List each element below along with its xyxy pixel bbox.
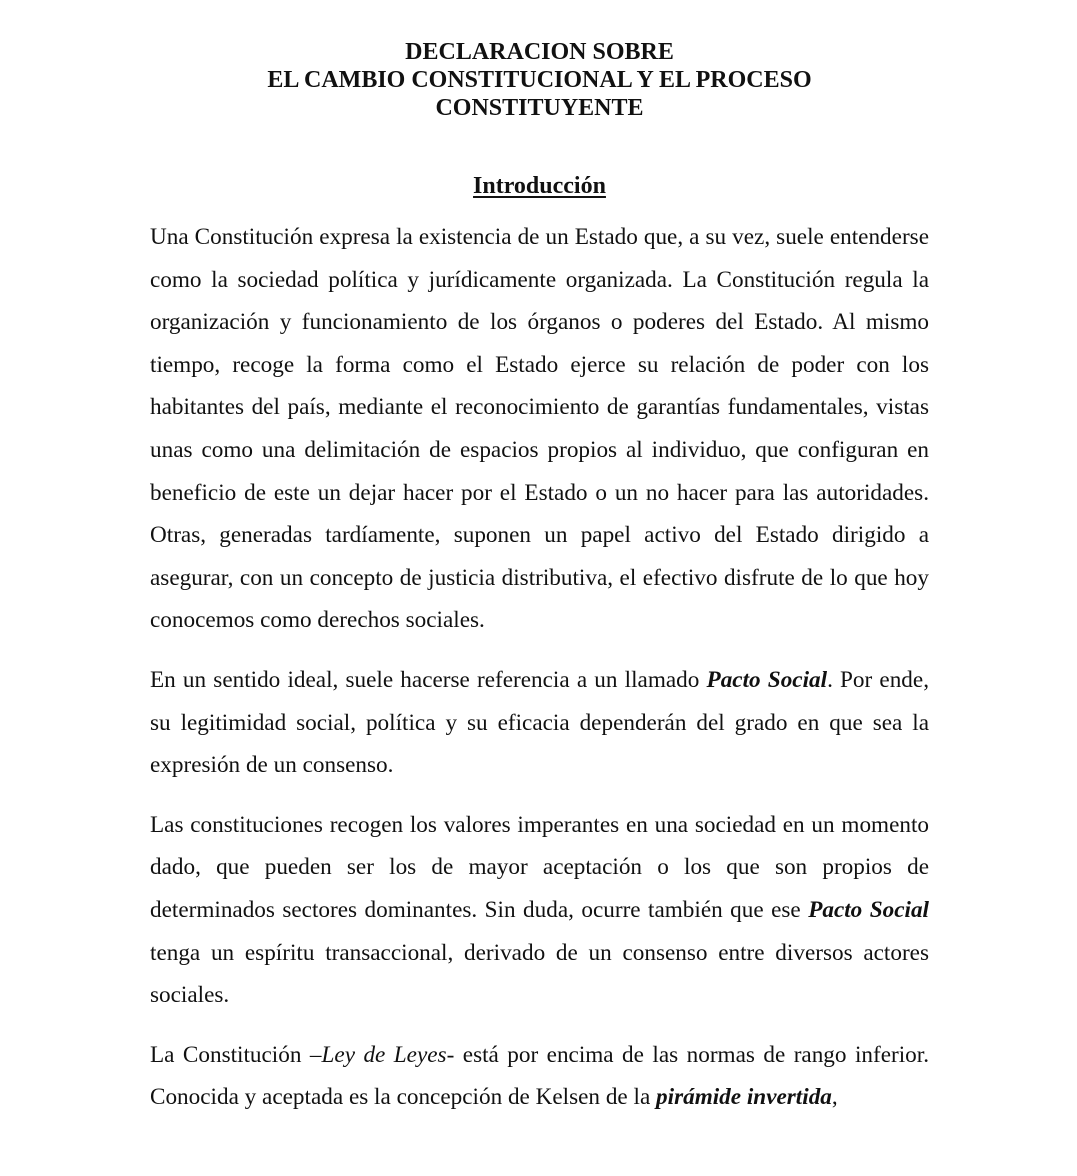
paragraph-3-emphasis: Pacto Social [808,896,929,923]
title-line-3: CONSTITUYENTE [435,95,644,121]
paragraph-4 [150,1034,929,1119]
paragraph-2 [150,659,929,787]
paragraph-1: Una Constitución expresa la existencia de un Estado que, a su vez, suele entenderse como la sociedad política y jurídicamente organizada. La Constitución regula la organización y funcionamiento de los órganos o poderes del Estado. Al mismo tiempo, recoge la forma como el Estado ejerce su relación de poder con los habitantes del país, mediante el reconocimiento de garantías fundamentales, vistas unas como una delimitación de espacios propios al individuo, que configuran en beneficio de este un dejar hacer por el Estado o un no hacer para las autoridades. Otras, generadas tardíamente, suponen un papel activo del Estado dirigido a asegurar, con un concepto de justicia distributiva, el efectivo disfrute de lo que hoy conocemos como derechos sociales. [150,224,929,634]
document-page [150,38,929,1119]
paragraph-4-text-middle: - está por encima de las normas de rango inferior. Conocida y aceptada es la concepción de Kelsen de la [150,1041,929,1111]
paragraph-2-text-before: En un sentido ideal, suele hacerse referencia a un llamado [150,666,707,693]
title-line-1: DECLARACION SOBRE [405,39,674,65]
paragraph-4-text-after: , [831,1084,838,1111]
title-line-2: EL CAMBIO CONSTITUCIONAL Y EL PROCESO [267,67,812,93]
paragraph-2-emphasis: Pacto Social [706,666,828,693]
section-heading-text: Introducción [473,173,606,199]
section-heading [150,172,929,200]
paragraph-4-text-before: La Constitución – [150,1041,322,1068]
paragraph-3-text-after: tenga un espíritu transaccional, derivado de un consenso entre diversos actores sociales. [150,939,929,1009]
paragraph-3 [150,804,929,1017]
paragraph-4-italic: Ley de Leyes [321,1041,447,1068]
document-title [150,38,929,122]
paragraph-2-text-after: . Por ende, su legitimidad social, política y su eficacia dependerán del grado en que sea la expresión de un consenso. [150,666,929,779]
paragraph-3-text-before: Las constituciones recogen los valores imperantes en una sociedad en un momento dado, que pueden ser los de mayor aceptación o los que son propios de determinados sectores dominantes. Sin duda, ocurre también que ese [150,811,929,923]
paragraph-4-emphasis: pirámide invertida [656,1084,832,1111]
